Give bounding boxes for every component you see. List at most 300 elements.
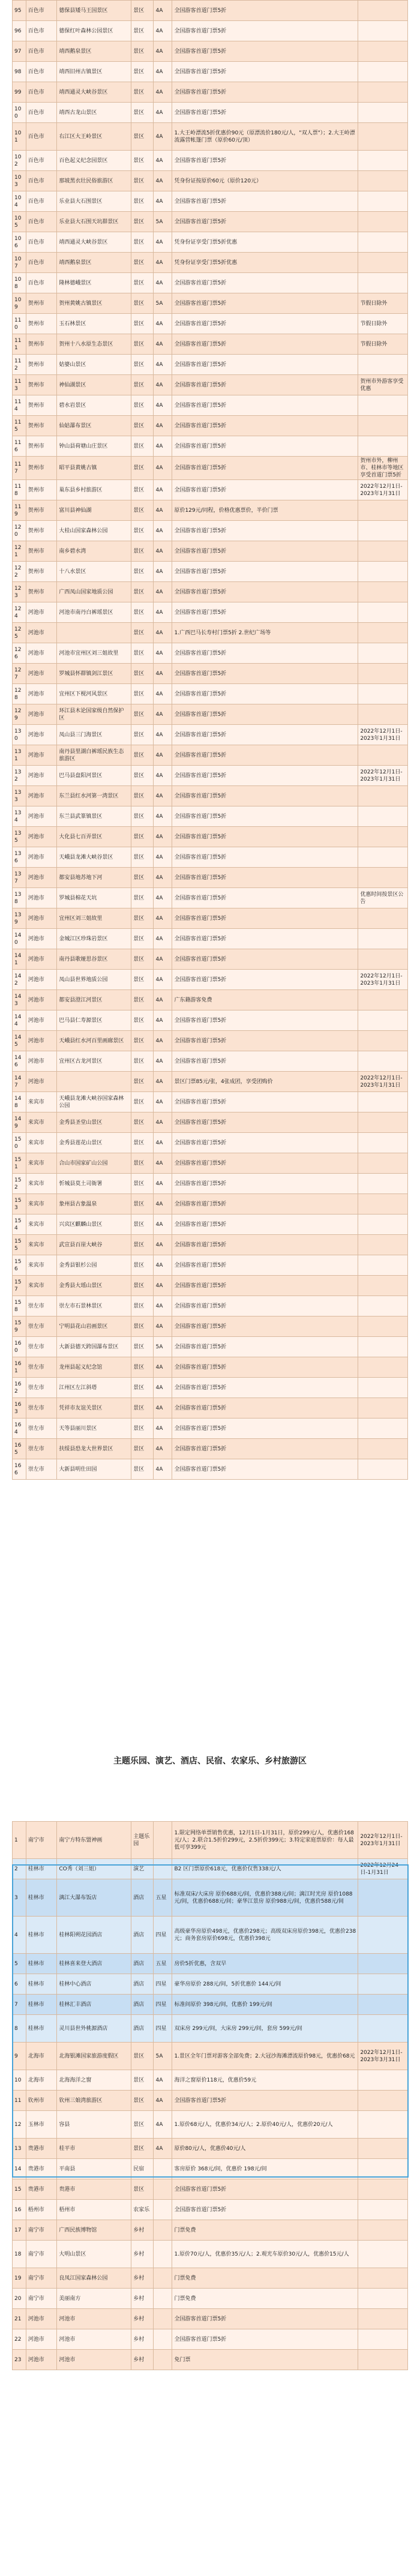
- cell-level: 4A: [154, 82, 172, 103]
- cell-level: 4A: [154, 2091, 172, 2111]
- cell-type: 民宿: [131, 2159, 154, 2179]
- cell-level: 4A: [154, 21, 172, 41]
- scenic-offers-table: [12, 0, 408, 1480]
- cell-no: 101: [13, 123, 26, 151]
- table-row: [13, 1317, 408, 1337]
- cell-level: 四星: [154, 1995, 172, 2015]
- cell-level: 4A: [154, 806, 172, 827]
- table-row: [13, 41, 408, 62]
- cell-no: 121: [13, 541, 26, 562]
- cell-city: 河池市: [26, 725, 57, 745]
- cell-no: 1: [13, 1822, 26, 1859]
- cell-type: 景区: [131, 62, 154, 82]
- table-row: [13, 1214, 408, 1235]
- table-row: [13, 2043, 408, 2070]
- cell-no: 6: [13, 1974, 26, 1995]
- cell-name: 桂林阳朔花园酒店: [57, 1917, 131, 1954]
- cell-city: 贺州市: [26, 562, 57, 582]
- cell-no: 155: [13, 1235, 26, 1255]
- table-row: [13, 2179, 408, 2200]
- table-row: [13, 827, 408, 847]
- cell-type: 景区: [131, 191, 154, 212]
- cell-offer: 全国游客首道门票5折: [172, 480, 358, 500]
- cell-time: [358, 253, 408, 273]
- cell-type: 景区: [131, 82, 154, 103]
- cell-no: 106: [13, 232, 26, 253]
- cell-type: 景区: [131, 232, 154, 253]
- table-row: [13, 582, 408, 602]
- cell-offer: 全国游客首道门票5折: [172, 704, 358, 725]
- cell-type: 景区: [131, 990, 154, 1010]
- cell-type: 景区: [131, 1235, 154, 1255]
- table-row: [13, 868, 408, 888]
- cell-offer: 全国游客首道门票5折: [172, 191, 358, 212]
- cell-offer: 全国游客首道门票5折: [172, 786, 358, 806]
- table-row: [13, 480, 408, 500]
- cell-offer: 广东籍游客免费: [172, 990, 358, 1010]
- cell-city: 梧州市: [26, 2200, 57, 2220]
- table-row: [13, 1822, 408, 1859]
- cell-no: 95: [13, 1, 26, 21]
- cell-city: 桂林市: [26, 1974, 57, 1995]
- cell-city: 百色市: [26, 21, 57, 41]
- cell-no: 5: [13, 1954, 26, 1974]
- cell-time: [358, 1974, 408, 1995]
- table-row: [13, 1995, 408, 2015]
- cell-city: 桂林市: [26, 2015, 57, 2043]
- cell-level: [154, 2289, 172, 2309]
- cell-time: [358, 1010, 408, 1031]
- cell-no: 138: [13, 888, 26, 908]
- cell-name: 容县: [57, 2111, 131, 2139]
- table-row: [13, 970, 408, 990]
- cell-city: 贺州市: [26, 582, 57, 602]
- cell-city: 河池市: [26, 602, 57, 623]
- cell-city: 河池市: [26, 623, 57, 643]
- cell-city: 玉林市: [26, 2111, 57, 2139]
- cell-no: 123: [13, 582, 26, 602]
- table-row: [13, 521, 408, 541]
- cell-type: 景区: [131, 704, 154, 725]
- cell-name: 隆林德峨景区: [57, 273, 131, 293]
- table-row: [13, 541, 408, 562]
- cell-offer: 全国游客首道门票5折: [172, 1194, 358, 1214]
- cell-time: 2022年12月1日-2023年1月31日: [358, 480, 408, 500]
- cell-level: 五星: [154, 1879, 172, 1917]
- cell-offer: 全国游客首道门票5折: [172, 582, 358, 602]
- cell-no: 149: [13, 1112, 26, 1133]
- cell-level: 4A: [154, 436, 172, 457]
- cell-type: 景区: [131, 2111, 154, 2139]
- cell-type: 景区: [131, 21, 154, 41]
- cell-time: [358, 1112, 408, 1133]
- cell-time: [358, 562, 408, 582]
- cell-offer: 门票免费: [172, 2289, 358, 2309]
- cell-time: [358, 191, 408, 212]
- cell-offer: 全国游客首道门票5折: [172, 1112, 358, 1133]
- cell-name: 大新县德天跨国瀑布景区: [57, 1337, 131, 1357]
- cell-time: [358, 2139, 408, 2159]
- cell-city: 贺州市: [26, 416, 57, 436]
- cell-name: 德保红叶森林公园景区: [57, 21, 131, 41]
- cell-name: 河池市宜州区刘三姐故里: [57, 643, 131, 664]
- cell-time: [358, 2159, 408, 2179]
- cell-city: 北海市: [26, 2070, 57, 2091]
- cell-type: 景区: [131, 562, 154, 582]
- cell-city: 百色市: [26, 191, 57, 212]
- cell-city: 桂林市: [26, 1954, 57, 1974]
- cell-type: 景区: [131, 766, 154, 786]
- table-row: [13, 375, 408, 395]
- cell-level: [154, 2220, 172, 2241]
- cell-type: 景区: [131, 602, 154, 623]
- cell-name: 碧水岩景区: [57, 395, 131, 416]
- cell-no: 120: [13, 521, 26, 541]
- cell-time: [358, 171, 408, 191]
- cell-time: [358, 868, 408, 888]
- cell-offer: 全国游客首道门票5折: [172, 1296, 358, 1317]
- cell-name: 金秀县银杉公园: [57, 1255, 131, 1276]
- cell-no: 17: [13, 2220, 26, 2241]
- cell-type: 景区: [131, 888, 154, 908]
- cell-level: 4A: [154, 868, 172, 888]
- cell-level: 4A: [154, 786, 172, 806]
- cell-level: 4A: [154, 1051, 172, 1072]
- cell-offer: 免门票: [172, 2350, 358, 2370]
- cell-city: 桂林市: [26, 1917, 57, 1954]
- cell-level: [154, 2200, 172, 2220]
- cell-type: 景区: [131, 582, 154, 602]
- cell-no: 23: [13, 2350, 26, 2370]
- cell-offer: 全国游客首道门票5折: [172, 745, 358, 766]
- cell-name: 大明山景区: [57, 2241, 131, 2268]
- cell-level: 4A: [154, 232, 172, 253]
- cell-level: 5A: [154, 293, 172, 314]
- cell-name: 南丹县歌娅思谷景区: [57, 949, 131, 970]
- cell-offer: 全国游客首道门票5折: [172, 521, 358, 541]
- table-row: [13, 2329, 408, 2350]
- cell-time: [358, 273, 408, 293]
- cell-type: 景区: [131, 480, 154, 500]
- cell-level: [154, 2159, 172, 2179]
- table-row: [13, 1357, 408, 1378]
- cell-offer: 凭身份证享受门票5折优惠: [172, 232, 358, 253]
- cell-no: 22: [13, 2329, 26, 2350]
- cell-level: 4A: [154, 2139, 172, 2159]
- cell-no: 164: [13, 1419, 26, 1439]
- cell-city: 河池市: [26, 1031, 57, 1051]
- cell-offer: 全国游客首道门票5折: [172, 970, 358, 990]
- cell-city: 河池市: [26, 868, 57, 888]
- cell-offer: 全国游客首道门票5折: [172, 21, 358, 41]
- table-row: [13, 1337, 408, 1357]
- cell-level: 5A: [154, 1337, 172, 1357]
- cell-offer: 客房原价 368元/间，优惠价 198元/间: [172, 2159, 358, 2179]
- cell-type: 景区: [131, 2070, 154, 2091]
- cell-city: 来宾市: [26, 1112, 57, 1133]
- cell-time: [358, 643, 408, 664]
- cell-level: 4A: [154, 1317, 172, 1337]
- cell-level: 4A: [154, 375, 172, 395]
- cell-offer: 全国游客首道门票5折: [172, 1419, 358, 1439]
- cell-city: 河池市: [26, 888, 57, 908]
- cell-name: 贺州黄姚古镇景区: [57, 293, 131, 314]
- cell-offer: 1.景区全年门票对游客全部免费；2.大冠沙海滩漂流原价98元，优惠价68元: [172, 2043, 358, 2070]
- table-row: [13, 1459, 408, 1480]
- cell-level: 5A: [154, 2043, 172, 2070]
- cell-city: 河池市: [26, 908, 57, 929]
- cell-no: 125: [13, 623, 26, 643]
- cell-time: [358, 2268, 408, 2289]
- cell-level: 4A: [154, 1439, 172, 1459]
- cell-type: 乡村: [131, 2350, 154, 2370]
- cell-time: [358, 1153, 408, 1174]
- table-row: [13, 766, 408, 786]
- cell-level: 4A: [154, 1133, 172, 1153]
- cell-type: 景区: [131, 2179, 154, 2200]
- cell-time: [358, 62, 408, 82]
- cell-name: 靖西鹅泉景区: [57, 41, 131, 62]
- cell-name: 德保县矮马王国景区: [57, 1, 131, 21]
- cell-time: 节假日除外: [358, 314, 408, 334]
- cell-offer: 全国游客首道门票5折: [172, 1378, 358, 1398]
- cell-no: 11: [13, 2091, 26, 2111]
- table-row: [13, 151, 408, 171]
- cell-name: 武宣县百崖大峡谷: [57, 1235, 131, 1255]
- cell-time: [358, 1, 408, 21]
- cell-time: 2022年12月1日-2023年1月31日: [358, 1822, 408, 1859]
- cell-type: 景区: [131, 314, 154, 334]
- table-row: [13, 314, 408, 334]
- cell-name: 富川县神仙湖: [57, 500, 131, 521]
- cell-level: [154, 2241, 172, 2268]
- cell-type: 景区: [131, 541, 154, 562]
- cell-time: [358, 123, 408, 151]
- cell-offer: 全国游客首道门票5折: [172, 2309, 358, 2329]
- cell-type: 景区: [131, 806, 154, 827]
- cell-type: 酒店: [131, 1954, 154, 1974]
- table-row: [13, 253, 408, 273]
- cell-level: 4A: [154, 334, 172, 355]
- cell-city: 河池市: [26, 949, 57, 970]
- table-row: [13, 171, 408, 191]
- cell-name: 罗城县怀群镇剑江景区: [57, 664, 131, 684]
- cell-offer: 凭身份证享受门票5折优惠: [172, 253, 358, 273]
- table-row: [13, 1419, 408, 1439]
- cell-city: 百色市: [26, 62, 57, 82]
- cell-city: 来宾市: [26, 1235, 57, 1255]
- cell-city: 河池市: [26, 745, 57, 766]
- cell-type: 景区: [131, 929, 154, 949]
- cell-city: 河池市: [26, 847, 57, 868]
- cell-no: 8: [13, 2015, 26, 2043]
- cell-city: 贺州市: [26, 314, 57, 334]
- cell-name: 巢东县乡村旅游区: [57, 480, 131, 500]
- cell-offer: 全国游客首道门票5折: [172, 273, 358, 293]
- cell-name: 靖西通灵大峡谷景区: [57, 232, 131, 253]
- cell-time: 优惠时间按景区公告: [358, 888, 408, 908]
- cell-name: 北海银滩国家旅游度假区: [57, 2043, 131, 2070]
- cell-offer: 全国游客首道门票5折: [172, 151, 358, 171]
- cell-type: 景区: [131, 212, 154, 232]
- cell-time: 节假日除外: [358, 293, 408, 314]
- cell-no: 21: [13, 2309, 26, 2329]
- cell-city: 河池市: [26, 766, 57, 786]
- cell-name: 天等县丽川景区: [57, 1419, 131, 1439]
- cell-city: 来宾市: [26, 1276, 57, 1296]
- table-row: [13, 1092, 408, 1112]
- cell-type: 景区: [131, 1459, 154, 1480]
- table-row: [13, 2350, 408, 2370]
- cell-time: [358, 21, 408, 41]
- cell-type: 景区: [131, 1072, 154, 1092]
- cell-type: 酒店: [131, 2015, 154, 2043]
- cell-city: 河池市: [26, 684, 57, 704]
- cell-offer: 全国游客首道门票5折: [172, 602, 358, 623]
- cell-time: [358, 103, 408, 123]
- cell-no: 102: [13, 151, 26, 171]
- cell-name: 兴宾区麒麟山景区: [57, 1214, 131, 1235]
- cell-type: 景区: [131, 2043, 154, 2070]
- table-row: [13, 395, 408, 416]
- cell-no: 147: [13, 1072, 26, 1092]
- table-row: [13, 2111, 408, 2139]
- cell-name: 十八水景区: [57, 562, 131, 582]
- cell-level: 4A: [154, 457, 172, 480]
- cell-offer: 全国游客首道门票5折: [172, 395, 358, 416]
- cell-name: 平南县: [57, 2159, 131, 2179]
- cell-city: 百色市: [26, 103, 57, 123]
- cell-city: 百色市: [26, 1, 57, 21]
- cell-level: 4A: [154, 395, 172, 416]
- cell-time: 贺州市外游客享受优惠: [358, 375, 408, 395]
- cell-name: 靖西古龙山景区: [57, 103, 131, 123]
- table-row: [13, 1378, 408, 1398]
- cell-type: 景区: [131, 1255, 154, 1276]
- cell-no: 14: [13, 2159, 26, 2179]
- cell-level: [154, 2329, 172, 2350]
- cell-level: [154, 2268, 172, 2289]
- cell-name: 乐业县大石围天坑群景区: [57, 212, 131, 232]
- cell-type: 酒店: [131, 1917, 154, 1954]
- cell-type: 景区: [131, 416, 154, 436]
- cell-type: 景区: [131, 1317, 154, 1337]
- cell-time: [358, 2329, 408, 2350]
- cell-no: 159: [13, 1317, 26, 1337]
- cell-level: 五星: [154, 1954, 172, 1974]
- cell-time: 2022年12月1日-2023年1月31日: [358, 766, 408, 786]
- cell-no: 126: [13, 643, 26, 664]
- cell-offer: 门票免费: [172, 2220, 358, 2241]
- cell-name: 广西民族博物馆: [57, 2220, 131, 2241]
- cell-time: [358, 1879, 408, 1917]
- scenic-offers-table-body: [13, 1, 408, 1480]
- cell-type: 景区: [131, 786, 154, 806]
- cell-city: 河池市: [26, 2309, 57, 2329]
- cell-city: 河池市: [26, 643, 57, 664]
- cell-type: 景区: [131, 1092, 154, 1112]
- cell-type: 景区: [131, 41, 154, 62]
- cell-offer: 全国游客首道门票5折: [172, 562, 358, 582]
- cell-no: 129: [13, 704, 26, 725]
- cell-city: 百色市: [26, 232, 57, 253]
- cell-level: 4A: [154, 745, 172, 766]
- table-row: [13, 436, 408, 457]
- cell-city: 百色市: [26, 212, 57, 232]
- cell-type: 景区: [131, 827, 154, 847]
- cell-name: 河池市: [57, 2309, 131, 2329]
- cell-type: 乡村: [131, 2268, 154, 2289]
- cell-level: 4A: [154, 684, 172, 704]
- cell-no: 18: [13, 2241, 26, 2268]
- table-row: [13, 2091, 408, 2111]
- cell-city: 贺州市: [26, 334, 57, 355]
- cell-type: 景区: [131, 1214, 154, 1235]
- cell-offer: 1.大王岭漂流5折优惠价90元（原漂流价180元/人，"双人票"）；2.大王岭漂流露营帐篷门票（原价60元/顶）: [172, 123, 358, 151]
- cell-level: 4A: [154, 643, 172, 664]
- cell-no: 13: [13, 2139, 26, 2159]
- cell-city: 河池市: [26, 990, 57, 1010]
- cell-name: 广西凤山国家地质公园: [57, 582, 131, 602]
- table-row: [13, 1153, 408, 1174]
- cell-city: 南宁市: [26, 2241, 57, 2268]
- cell-name: 河池市: [57, 2329, 131, 2350]
- table-row: [13, 1398, 408, 1419]
- cell-offer: 全国游客首道门票5折: [172, 541, 358, 562]
- cell-level: 4A: [154, 123, 172, 151]
- cell-name: 贵港市: [57, 2179, 131, 2200]
- cell-offer: 全国游客首道门票5折: [172, 1, 358, 21]
- cell-time: [358, 41, 408, 62]
- cell-type: 演艺: [131, 1859, 154, 1879]
- cell-time: [358, 151, 408, 171]
- cell-no: 150: [13, 1133, 26, 1153]
- cell-level: 4A: [154, 949, 172, 970]
- table-row: [13, 2241, 408, 2268]
- cell-time: [358, 2220, 408, 2241]
- cell-time: [358, 2309, 408, 2329]
- cell-offer: 全国游客首道门票5折: [172, 1174, 358, 1194]
- cell-city: 百色市: [26, 171, 57, 191]
- cell-type: 景区: [131, 1439, 154, 1459]
- cell-time: [358, 1174, 408, 1194]
- cell-time: 2022年12月1日-2023年1月31日: [358, 725, 408, 745]
- table-row: [13, 273, 408, 293]
- cell-time: [358, 436, 408, 457]
- table-row: [13, 1031, 408, 1051]
- cell-no: 166: [13, 1459, 26, 1480]
- cell-type: 景区: [131, 151, 154, 171]
- cell-time: [358, 1255, 408, 1276]
- cell-name: 金秀县莲花山景区: [57, 1133, 131, 1153]
- cell-level: 4A: [154, 602, 172, 623]
- cell-offer: 全国游客首道门票5折: [172, 103, 358, 123]
- cell-name: 梧州市: [57, 2200, 131, 2220]
- cell-level: 4A: [154, 1459, 172, 1480]
- cell-city: 百色市: [26, 41, 57, 62]
- cell-no: 161: [13, 1357, 26, 1378]
- cell-time: [358, 1051, 408, 1072]
- cell-name: [57, 1072, 131, 1092]
- cell-no: 108: [13, 273, 26, 293]
- cell-time: [358, 1995, 408, 2015]
- cell-level: 4A: [154, 1174, 172, 1194]
- cell-city: 贺州市: [26, 355, 57, 375]
- cell-offer: 全国游客首道门票5折: [172, 888, 358, 908]
- cell-type: 景区: [131, 123, 154, 151]
- cell-time: [358, 1194, 408, 1214]
- cell-time: [358, 395, 408, 416]
